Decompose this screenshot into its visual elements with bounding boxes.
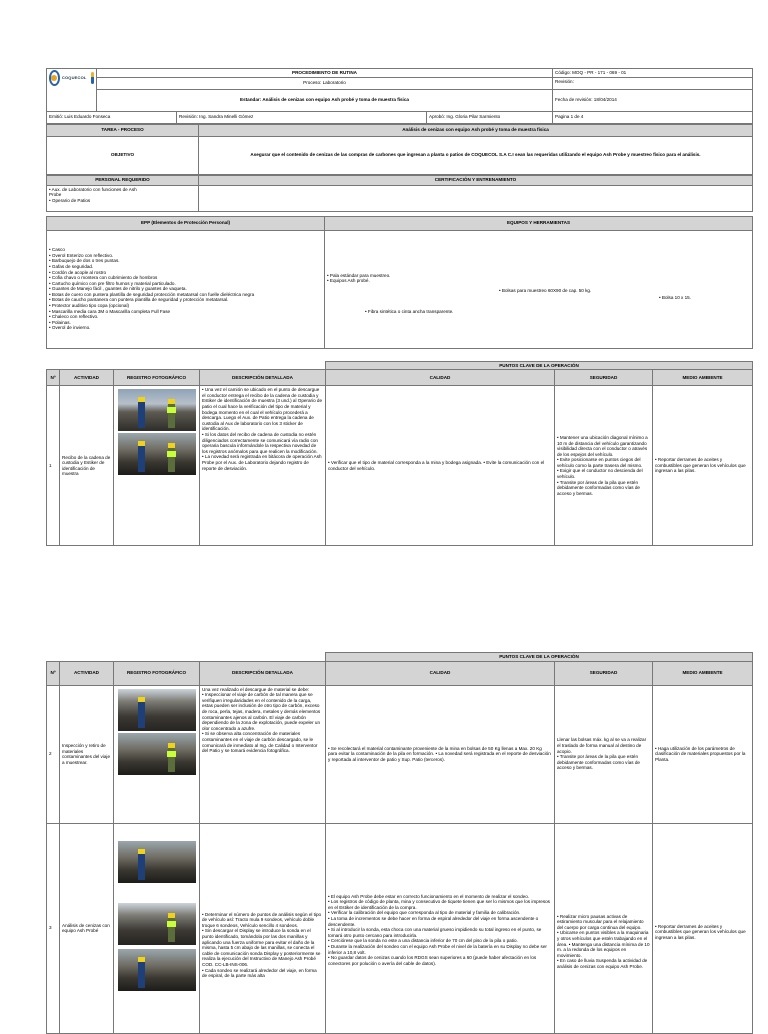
tools-item-small-bag: • Bolsa 10 x 15. xyxy=(659,294,691,300)
document-revision-date: Fecha de revisión: 18/04/2014 xyxy=(553,89,753,111)
row-safety: • Realizar micro pausas activas de estiramiento muscular para el relajamiento del cuerpo por carga continua del equipo. • Ubicarse en puntos visibles a la maquinaria y otros vehículos que estén trabajando en el área. • Mantenga una distancia mínima de 10 m. a la redonda de los equipos en movimiento. • En caso de lluvia Suspenda la actividad de análisis de cenizas con equipo Ash Probe. xyxy=(555,823,653,1033)
col-activity: ACTIVIDAD xyxy=(60,661,114,685)
row-number: 1 xyxy=(47,386,60,546)
row-activity: Inspección y retiro de materiales contaminantes del viaje a muestrear. xyxy=(60,685,114,823)
row-quality: • Se recolectará el material contaminante proveniente de la mina en bolsas de 50 Kg llenas a Max. 20 Kg para evitar la contaminación de la pila en formación. • La novedad será registrada en el reporte de desviación y reportada al interventor de patio y Sup. Patio (terceros). xyxy=(326,685,555,823)
row-environment: • Reportar derrames de aceites y combustibles que generan los vehículos que ingresan a las pilas. xyxy=(653,823,753,1033)
certification-label: CERTIFICACIÓN Y ENTRENAMIENTO xyxy=(199,175,753,185)
col-n: Nº xyxy=(47,661,60,685)
task-value: Análisis de cenizas con equipo Ash probé y toma de muestra física xyxy=(199,124,753,136)
tools-label: EQUIPOS Y HERRAMIENTAS xyxy=(325,216,753,230)
row-description: Una vez realizado el descargue de material se debe: • Inspeccionar el viaje de carbón de tal manera que se verifiquen irregularidades en el contenido de la carga, estas pueden ser inclusión de otro tipo de carbón, exceso de roca, perla, tejas, madera, metales y demás elementos contaminantes ajenos al carbón. El viaje de carbón dependiendo de la zona de explotación, puede expeler un olor concentrado a azufre. • Si se observa alta concentración de materiales contaminantes en el viaje de carbón descargado, se le comunicará de inmediato al Ing. de Calidad o Interventor del Patio y se tomará evidencia fotográfica. xyxy=(200,685,326,823)
row-activity: Recibo de la cadena de custodia y Estiker de identificación de muestra xyxy=(60,386,114,546)
row-photo xyxy=(114,386,200,546)
row-photo xyxy=(114,685,200,823)
col-safety: SEGURIDAD xyxy=(555,661,653,685)
col-description: DESCRIPCIÓN DETALLADA xyxy=(200,661,326,685)
table-row xyxy=(47,823,753,1033)
objective-text: Asegurar que el contenido de cenizas de las compras de carbones que ingresan a planta o patios de COQUECOL S.A C.I sean las requeridas utilizando el equipo Ash Probe y muestreo físico para el análisis. xyxy=(199,136,753,174)
operations-table-p2 xyxy=(46,652,753,1034)
photo-ash-probe-2 xyxy=(118,903,196,945)
row-quality: • Verificar que el tipo de material corresponda a la mina y bodega asignada. • Evite la comunicación con el conductor del vehículo. xyxy=(326,386,555,546)
personnel-list: • Aux. de Laboratorio con funciones de Ash Probe • Operario de Patios xyxy=(47,185,199,211)
photo-ash-probe-1 xyxy=(118,841,196,883)
col-activity: ACTIVIDAD xyxy=(60,370,114,386)
col-description: DESCRIPCIÓN DETALLADA xyxy=(200,370,326,386)
epp-list: • Casco • Overol Enterizo con reflectivo. • Barbuquejo de dos o tres puntas. • Gafas de seguridad. • Cordón de acople al rostro • Cofia chavo o montera con cubrimiento de hombros • Cartucho químico con pre filtro humos y material particulado. • Guantes de Manejo fácil , guantes de nitrilo y guantes de vaqueta. • Botas de cuero con puntera plantilla de seguridad protección metatarsal con fuelle dieléctrica negra • Botas de caucho pantanera con puntera plantilla de seguridad y protección metatarsal. • Protector auditivo tipo copa (opcional) • Mascarilla media cara 3M o Mascarilla completa Full Fase • Chaleco con reflectivo. • Polainas. • Overol de invierno. xyxy=(47,230,325,348)
reviewed-by: Revisión: Ing. Sandra Minelli Gómez xyxy=(177,111,427,123)
row-number: 2 xyxy=(47,685,60,823)
company-logo xyxy=(47,69,97,112)
row-environment: • Reportar derrames de aceites y combustibles que generan los vehículos que ingresan a las pilas. xyxy=(653,386,753,546)
document-standard: Estandar: Análisis de cenizas con equipo Ash probé y toma de muestra física xyxy=(97,89,553,111)
epp-label: EPP (Elementos de Protección Personal) xyxy=(47,216,325,230)
row-description: • Determinar el número de puntos de análisis según el tipo de vehículo así: Tracto mula 9 sondeos, vehículo doble troque 6 sondeos, Vehículo sencillo 4 sondeos. • Sin descargar el Display se introduce la sonda en el punto identificado, tomándola por las dos manillas y aplicando una fuerza uniforme para evitar el daño de la misma, hasta 5 cm abajo de las manillas, se conecta el cable de comunicación sonda Display y posteriormente se realiza la ejecución del Instructivo de Manejo Ash Probé COD. CC-LB-INS-006. • Cada sondeo se realizará alrededor del viaje, en forma de espiral, de la parte más alta xyxy=(200,823,326,1033)
objective-label: OBJETIVO xyxy=(47,136,199,174)
photo-coal-pile xyxy=(118,689,196,731)
document-code: Código: MOQ - PR - 171 - 069 - 01 xyxy=(553,69,753,78)
table-row xyxy=(47,386,753,546)
row-quality: • El equipo Ash Probe debe estar en correcto funcionamiento en el momento de realizar el sondeo. • Los registros de código de planta, mina y consecutivo de tiquete tienen que ser lo mismos que los impresos en el Estiker de identificación de la compra. • Verificar la calibración del equipo que corresponda al tipo de material y familia de calibración. • La toma de incrementos se debe hacer en forma de espiral alrededor del viaje en forma ascendente o descendente. • Si al introducir la sonda, esta choca con una material grueso impidiendo su total ingreso en el punto, se tomará otro punto cercano para introducirla. • Cerciórese que la sonda no este a una distancia inferior de 70 cm del piso de la pila o patio. • Durante la realización del sondeo con el equipo Ash Probe el nivel de la batería en su Display no debe ser inferior a 10,8 volt. • No guardar datos de cenizas cuando los RDGS sean superiores a 60 (puede haber afectación en los conectores por polución o avería del cable de datos). xyxy=(326,823,555,1033)
row-description: • Una vez el camión se ubicado en el punto de descargue el conductor entrega el recibo de la cadena de custodia y Estiker de identificación de muestra (3 und.) al Operario de patio el cual hace la verificación del tipo de material y bodega momento en el cual el vehículo procederá a descarga. Luego el Aux. de Patio entrega la cadena de custodia al Aux de laboratorio con los 3 sticker de identificación. • Si los datos del recibo de cadena de custodia no estén diligenciados correctamente se comunicará vía radio con operaria bascula informándole la respectiva novedad de los registros anómalos para que realicen la modificación. • La novedad será registrada en bitácora de operación Ash Probe por el Aux. de Laboratorio dejando registro de reporte de desviación. xyxy=(200,386,326,546)
photo-workers-documents xyxy=(118,433,196,475)
key-points-header: PUNTOS CLAVE DE LA OPERACIÓN xyxy=(326,653,753,662)
col-quality: CALIDAD xyxy=(326,370,555,386)
document-revision: Revisión: xyxy=(553,77,753,89)
task-label: TAREA - PROCESO xyxy=(47,124,199,136)
logo-figure-icon xyxy=(91,72,94,84)
key-points-header: PUNTOS CLAVE DE LA OPERACIÓN xyxy=(326,361,753,370)
tools-item-shovel: • Pala estándar para muestreo. • Equipos Ash probé. xyxy=(327,272,391,284)
page-number: Pagina 1 de 4 xyxy=(553,111,753,123)
header-table xyxy=(46,68,753,124)
epp-table xyxy=(46,216,753,349)
page-1 xyxy=(46,68,752,546)
col-safety: SEGURIDAD xyxy=(555,370,653,386)
row-number: 3 xyxy=(47,823,60,1033)
issued-by: Emitió: Luis Eduardo Fonseca xyxy=(47,111,177,123)
personnel-table xyxy=(46,175,753,212)
row-activity: Análisis de cenizas con equipo Ash Probé xyxy=(60,823,114,1033)
tools-list xyxy=(325,230,753,348)
document-title: PROCEDIMIENTO DE RUTINA xyxy=(97,69,553,78)
row-safety: • Mantener una ubicación diagonal mínimo a 10 m de distancia del vehículo garantizando visibilidad directa con el conductor o através de los espejos del vehículo. • Evite posicionarse en puntos ciegos del vehículo como la parte trasera del mismo. • Exigir que el conductor no descienda del vehículo. • Transite por áreas de la pila que estén debidamente conformadas como vías de acceso y bermas. xyxy=(555,386,653,546)
col-n: Nº xyxy=(47,370,60,386)
photo-contaminant-removal xyxy=(118,733,196,775)
task-table xyxy=(46,124,753,175)
photo-ash-probe-3 xyxy=(118,949,196,991)
col-quality: CALIDAD xyxy=(326,661,555,685)
photo-workers-handover xyxy=(118,389,196,431)
col-photo: REGISTRO FOTOGRÁFICO xyxy=(114,370,200,386)
col-environment: MEDIO AMBIENTE xyxy=(653,661,753,685)
col-environment: MEDIO AMBIENTE xyxy=(653,370,753,386)
operations-table-p1 xyxy=(46,361,753,547)
document-process: Proceso: Laboratorio xyxy=(97,77,553,89)
personnel-label: PERSONAL REQUERIDO xyxy=(47,175,199,185)
approved-by: Aprobó: Ing. Gloria Pilar Sarmiento xyxy=(427,111,553,123)
tools-item-tape: • Fibra sintética o cinta ancha transparente. xyxy=(365,308,454,314)
col-photo: REGISTRO FOTOGRÁFICO xyxy=(114,661,200,685)
certification-content xyxy=(199,185,753,211)
page-2 xyxy=(46,652,752,1034)
row-photo xyxy=(114,823,200,1033)
table-row xyxy=(47,685,753,823)
tools-item-bags: • Bolsas para muestreo 60X90 de cap. 50 kg. xyxy=(499,287,592,293)
row-environment: • Haga utilización de los parámetros de clasificación de materiales propuestos por la Planta. xyxy=(653,685,753,823)
row-safety: Llenar las bolsas máx. kg al se va a realizar el traslado de forma manual al destino de acopio. • Transite por áreas de la pila que estén debidamente conformadas como vías de acceso y bermas. xyxy=(555,685,653,823)
logo-text: COQUECOL xyxy=(61,75,87,81)
